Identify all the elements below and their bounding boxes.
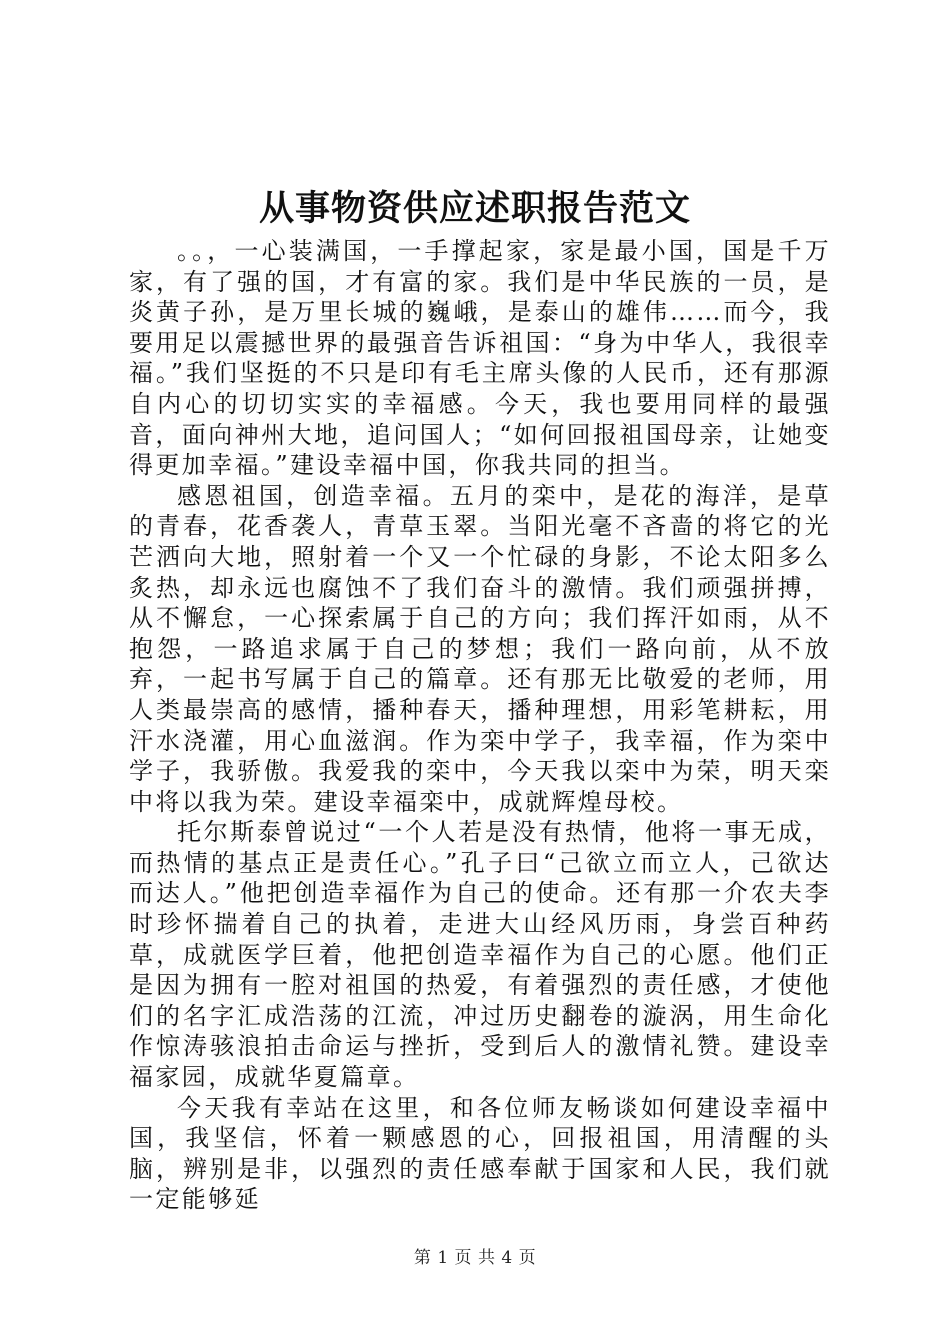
paragraph-2: 感恩祖国，创造幸福。五月的栾中，是花的海洋，是草的青春，花香袭人，青草玉翠。当阳光毫不吝啬的将它的光芒洒向大地，照射着一个又一个忙碌的身影，不论太阳多么炙热，却永远也腐蚀不了我们奋斗的激情。我们顽强拼搏，从不懈怠，一心探索属于自己的方向；我们挥汗如雨，从不抱怨，一路追求属于自己的梦想；我们一路向前，从不放弃，一起书写属于自己的篇章。还有那无比敬爱的老师，用人类最崇高的感情，播种春天，播种理想，用彩笔耕耘，用汗水浇灌，用心血滋润。作为栾中学子，我幸福，作为栾中学子，我骄傲。我爱我的栾中，今天我以栾中为荣，明天栾中将以我为荣。建设幸福栾中，成就辉煌母校。 bbox=[129, 481, 831, 816]
document-title: 从事物资供应述职报告范文 bbox=[258, 188, 691, 229]
paragraph-1: 。。，一心装满国，一手撑起家，家是最小国，国是千万家，有了强的国，才有富的家。我们是中华民族的一员，是炎黄子孙，是万里长城的巍峨，是泰山的雄伟……而今，我要用足以震撼世界的最强音告诉祖国：“身为中华人，我很幸福。”我们坚挺的不只是印有毛主席头像的人民币，还有那源自内心的切切实实的幸福感。今天，我也要用同样的最强音，面向神州大地，追问国人；“如何回报祖国母亲，让她变得更加幸福。”建设幸福中国，你我共同的担当。 bbox=[129, 237, 831, 480]
paragraph-3: 托尔斯泰曾说过“一个人若是没有热情，他将一事无成，而热情的基点正是责任心。”孔子曰“己欲立而立人，己欲达而达人。”他把创造幸福作为自己的使命。还有那一介农夫李时珍怀揣着自己的执着，走进大山经风历雨，身尝百种药草，成就医学巨着，他把创造幸福作为自己的心愿。他们正是因为拥有一腔对祖国的热爱，有着强烈的责任感，才使他们的名字汇成浩荡的江流，冲过历史翻卷的漩涡，用生命化作惊涛骇浪拍击命运与挫折，受到后人的激情礼赞。建设幸福家园，成就华夏篇章。 bbox=[129, 818, 831, 1092]
document-body bbox=[129, 236, 831, 1215]
page-number-footer: 第 1 页 共 4 页 bbox=[413, 1248, 537, 1268]
paragraph-4: 今天我有幸站在这里，和各位师友畅谈如何建设幸福中国，我坚信，怀着一颗感恩的心，回报祖国，用清醒的头脑，辨别是非，以强烈的责任感奉献于国家和人民，我们就一定能够延 bbox=[129, 1093, 831, 1214]
